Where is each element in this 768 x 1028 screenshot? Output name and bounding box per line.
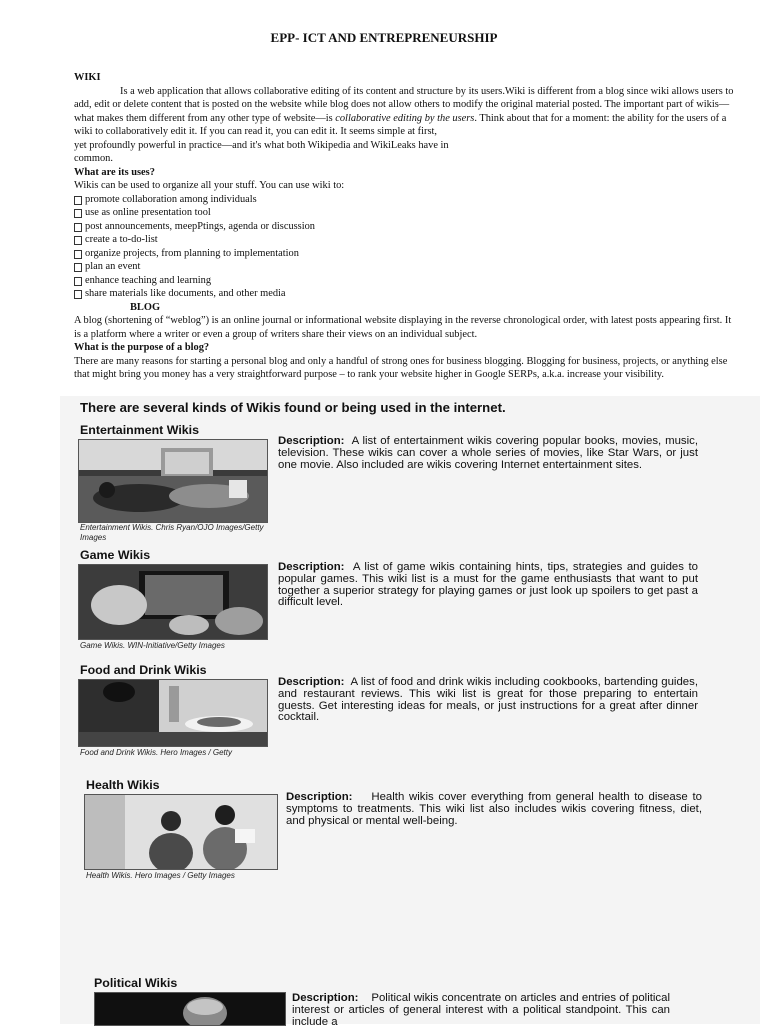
political-photo — [94, 992, 286, 1026]
health-caption: Health Wikis. Hero Images / Getty Images — [86, 871, 235, 880]
list-item: post announcements, meepPtings, agenda or discussion — [74, 220, 738, 234]
checkbox-glyph-icon — [74, 209, 82, 218]
wiki-heading: WIKI — [74, 72, 101, 83]
blog-purpose: There are many reasons for starting a personal blog and only a handful of strong ones for business blogging. Blogging for business, projects, or anything else that might bring you money has a very straightforward purpose – to rank your website higher in Google SERPs, a.k.a. increase your visibility. — [74, 355, 728, 380]
game-description: Description: A list of game wikis containing hints, tips, strategies and guides to popular games. This wiki list is a must for the game enthusiasts that want to put together a superior strategy for playing games or just look up spoilers to get past a difficult level. — [278, 561, 698, 609]
entertainment-wikis-heading: Entertainment Wikis — [80, 423, 199, 437]
list-item: organize projects, from planning to implementation — [74, 247, 738, 261]
body-text — [74, 71, 738, 382]
game-photo — [78, 564, 268, 640]
entertainment-description: Description: A list of entertainment wikis covering popular books, movies, music, television. These wikis can cover a whole series of movies, like Star Wars, or just one movie. Also included are wikis covering Internet entertainment sites. — [278, 435, 699, 471]
health-wikis-heading: Health Wikis — [86, 778, 160, 792]
game-caption: Game Wikis. WIN-Initiative/Getty Images — [80, 641, 225, 650]
blog-purpose-heading: What is the purpose of a blog? — [74, 342, 210, 353]
checkbox-glyph-icon — [74, 236, 82, 245]
list-item: promote collaboration among individuals — [74, 193, 738, 207]
wiki-intro — [74, 85, 738, 139]
blog-definition: A blog (shortening of “weblog”) is an online journal or informational website displaying in the reverse chronological order, with latest posts appearing first. It is a platform where a writer or even a group of writers share their views on an individual subject. — [74, 315, 732, 340]
food-drink-description: Description: A list of food and drink wikis including cookbooks, bartending guides, and restaurant reviews. This wiki list is great for those preparing to entertain guests. Get interesting ideas for meals, or just instructions for a great after dinner cocktail. — [278, 676, 698, 724]
food-drink-photo — [78, 679, 268, 747]
political-wikis-heading: Political Wikis — [94, 976, 178, 990]
entertainment-caption: Entertainment Wikis. Chris Ryan/OJO Images/Getty Images — [80, 523, 264, 542]
blog-heading: BLOG — [130, 301, 161, 313]
wiki-intro-line2: yet profoundly powerful in practice—and it's what both Wikipedia and WikiLeaks have in — [74, 139, 449, 151]
uses-heading: What are its uses? — [74, 166, 155, 178]
list-item: create a to-do-list — [74, 233, 738, 247]
uses-list — [74, 193, 738, 301]
wiki-intro-rest: . Think about that for a moment: the ability for the users of a wiki to collaboratively edit it. If you can read it, you can edit it. It seems simple at first, — [74, 112, 727, 137]
political-description: Description: Political wikis concentrate on articles and entries of political interest or articles of general interest with a political standpoint. This can include a — [292, 992, 670, 1028]
list-item: use as online presentation tool — [74, 206, 738, 220]
kinds-title: There are several kinds of Wikis found or being used in the internet. — [80, 400, 506, 415]
wiki-kinds-section — [60, 396, 760, 1028]
wiki-intro-text: Is a web application that allows collaborative editing of its content and structure by its users.Wiki is different from a blog since wiki allows users to add, edit or delete content that is posted on the website while blog does not allow others to modify the original material posted. The important part of wikis—what makes them different from any other type of website—is — [74, 85, 734, 124]
checkbox-glyph-icon — [74, 290, 82, 299]
wiki-intro-italic: collaborative editing by the users — [335, 112, 475, 124]
health-description: Description: Health wikis cover everything from general health to disease to symptoms to treatments. This wiki list also includes wikis covering fitness, diet, and physical or mental well-being. — [286, 791, 702, 827]
food-drink-wikis-heading: Food and Drink Wikis — [80, 663, 207, 677]
checkbox-glyph-icon — [74, 277, 82, 286]
list-item: share materials like documents, and other media — [74, 287, 738, 301]
checkbox-glyph-icon — [74, 250, 82, 259]
entertainment-photo — [78, 439, 268, 523]
wiki-intro-line3: common. — [74, 153, 113, 164]
checkbox-glyph-icon — [74, 263, 82, 272]
health-photo — [84, 794, 278, 870]
list-item: plan an event — [74, 260, 738, 274]
uses-intro: Wikis can be used to organize all your stuff. You can use wiki to: — [74, 180, 345, 191]
game-wikis-heading: Game Wikis — [80, 548, 151, 562]
page-title: EPP- ICT AND ENTREPRENEURSHIP — [270, 30, 498, 45]
checkbox-glyph-icon — [74, 223, 82, 232]
checkbox-glyph-icon — [74, 196, 82, 205]
food-drink-caption: Food and Drink Wikis. Hero Images / Getty — [80, 748, 232, 757]
list-item: enhance teaching and learning — [74, 274, 738, 288]
